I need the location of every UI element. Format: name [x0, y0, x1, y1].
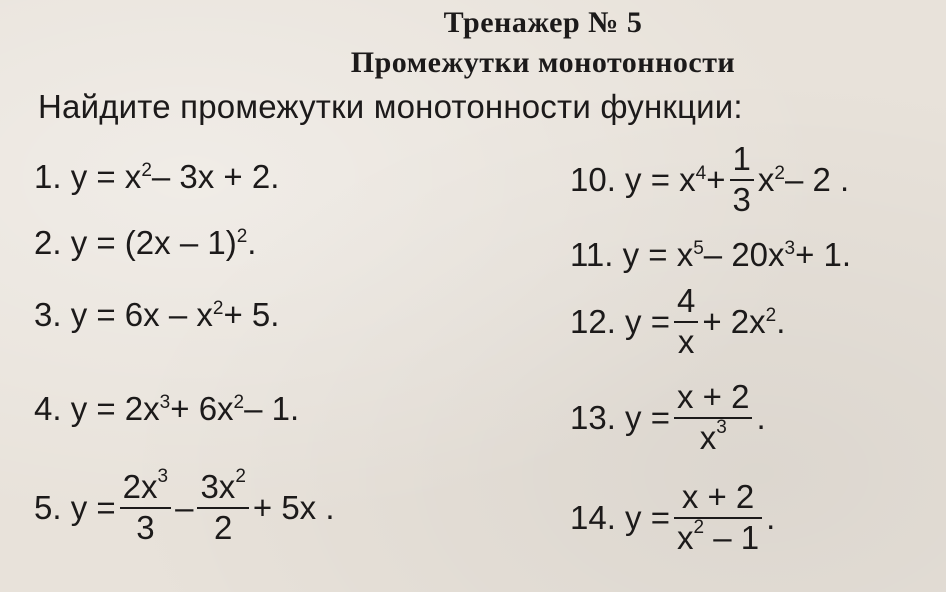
- exercise-number: 10.: [570, 160, 616, 198]
- numerator: x + 2: [681, 478, 755, 515]
- formula-mid: – 20x: [703, 236, 785, 273]
- denominator: x: [677, 518, 694, 556]
- numerator: 1: [732, 140, 751, 177]
- exercise-11: 11. y = x $^5$ – 20x $^3$ + 1.: [570, 236, 852, 273]
- fraction: [674, 380, 752, 455]
- task-instruction: Найдите промежутки монотонности функции:: [38, 88, 743, 125]
- numerator: x + 2: [677, 378, 750, 415]
- plus-sign: +: [706, 160, 726, 198]
- exercise-1: 1. y = x $^2$ – 3x + 2.: [34, 158, 280, 195]
- exponent: 3: [716, 416, 727, 438]
- formula-lhs: y = x: [70, 158, 142, 195]
- formula-lhs: y =: [625, 302, 670, 340]
- fraction: [730, 142, 754, 217]
- formula-rest: – 1.: [244, 390, 300, 427]
- denominator: x: [699, 418, 717, 456]
- variable: x: [757, 160, 775, 198]
- exponent: 2: [693, 516, 705, 538]
- formula-rest: .: [756, 398, 766, 436]
- exercise-number: 2.: [34, 224, 62, 261]
- formula-mid: + 2x: [702, 302, 766, 340]
- formula-lhs: y = x: [622, 236, 694, 273]
- formula-rest: – 3x + 2.: [151, 158, 280, 195]
- exercise-5: [34, 466, 335, 546]
- formula-rest: – 2 .: [784, 160, 850, 198]
- exercise-10: 10. y = x $^4$ + $\frac{1}{3}$ x $^2$ – 2 .: [570, 140, 850, 218]
- exercise-number: 1.: [34, 158, 62, 195]
- exercise-number: 11.: [570, 236, 614, 273]
- numerator: 3x: [200, 468, 236, 505]
- fraction: [197, 466, 248, 546]
- formula-rest: .: [247, 224, 257, 261]
- formula-mid: + 6x: [170, 390, 234, 427]
- minus-sign: –: [175, 488, 194, 526]
- denominator-rest: – 1: [704, 518, 760, 556]
- fraction: [674, 480, 762, 555]
- exponent: 3: [157, 466, 169, 487]
- formula-rest: .: [766, 498, 776, 536]
- numerator: 2x: [122, 468, 158, 505]
- worksheet-subtitle: Промежутки монотонности: [350, 46, 736, 79]
- exercise-3: 3. y = 6x – x $^2$ + 5.: [34, 296, 280, 333]
- exercise-number: 3.: [34, 296, 62, 333]
- exercise-12: 12. y = $\frac{4}{x}$ + 2x $^2$ .: [570, 282, 786, 360]
- exercise-number: 12.: [570, 302, 616, 340]
- formula-lhs: y =: [625, 498, 670, 536]
- fraction: [120, 466, 171, 546]
- denominator: 3: [136, 508, 155, 546]
- formula-lhs: y =: [70, 488, 116, 526]
- formula-lhs: y = 6x – x: [70, 296, 213, 333]
- formula-rest: .: [776, 302, 786, 340]
- worksheet-title: Тренажер № 5: [443, 6, 643, 39]
- formula-lhs: y =: [625, 398, 670, 436]
- exercise-number: 4.: [34, 390, 62, 427]
- numerator: 4: [677, 282, 696, 319]
- formula-rest: + 5x .: [252, 488, 335, 526]
- exercise-2: 2. y = (2x – 1) $^2$ .: [34, 224, 257, 261]
- denominator: 3: [732, 180, 751, 218]
- formula-rest: + 5.: [223, 296, 280, 333]
- formula-rest: + 1.: [795, 236, 852, 273]
- denominator: 2: [213, 508, 233, 546]
- formula-lhs: y = x: [625, 160, 696, 198]
- fraction: [674, 284, 698, 359]
- exercise-number: 14.: [570, 498, 616, 536]
- formula-lhs: y = (2x – 1): [70, 224, 237, 261]
- exercise-4: 4. y = 2x $^3$ + 6x $^2$ – 1.: [34, 390, 300, 427]
- exercise-number: 13.: [570, 398, 616, 436]
- exercise-number: 5.: [34, 488, 62, 526]
- exercise-14: [570, 480, 775, 555]
- exponent: 2: [235, 466, 246, 487]
- denominator: x: [677, 322, 695, 360]
- exercise-13: [570, 380, 766, 455]
- formula-lhs: y = 2x: [70, 390, 160, 427]
